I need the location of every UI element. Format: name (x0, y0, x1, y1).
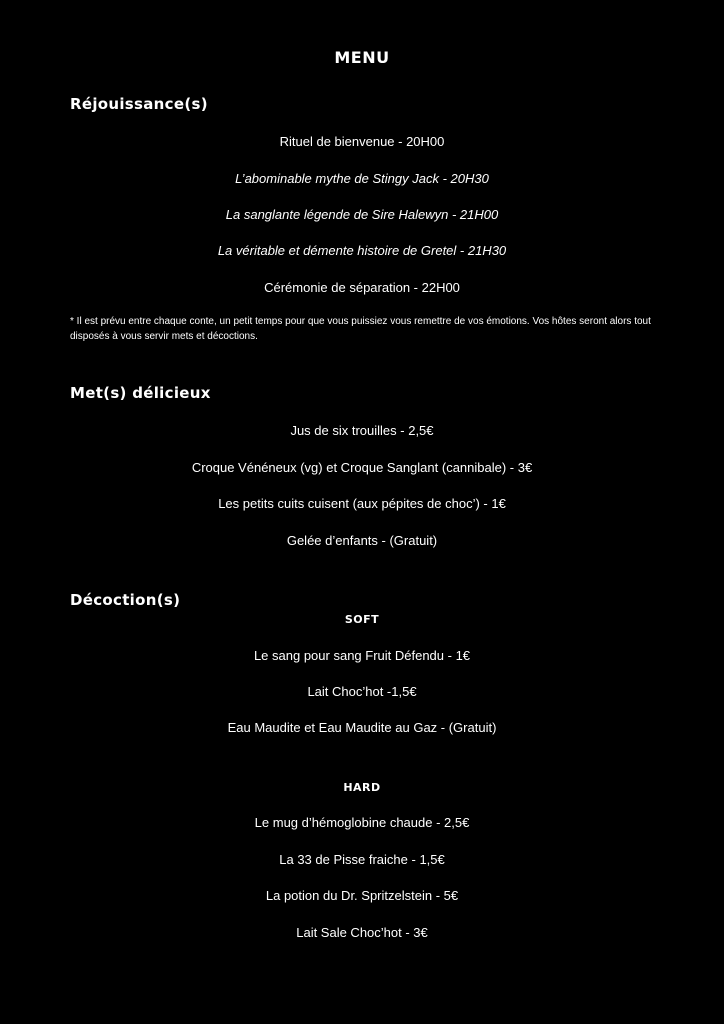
event-item: Rituel de bienvenue - 20H00 (279, 134, 445, 149)
section-heading-decoctions: Décoction(s) (70, 591, 181, 609)
footnote: * Il est prévu entre chaque conte, un petit temps pour que vous puissiez vous remettre de vos émotions. Vos hôtes seront alors tout disposés à vous servir mets et décoctions. (70, 316, 651, 342)
food-item: Jus de six trouilles - 2,5€ (290, 423, 434, 438)
drink-item: Le sang pour sang Fruit Défendu - 1€ (253, 648, 471, 663)
food-item: Gelée d’enfants - (Gratuit) (286, 533, 438, 548)
drink-item: La 33 de Pisse fraiche - 1,5€ (279, 852, 445, 867)
subheading-soft: SOFT (344, 613, 380, 626)
event-item: Cérémonie de séparation - 22H00 (264, 280, 460, 295)
section-heading-rejouissances: Réjouissance(s) (70, 95, 208, 113)
food-item: Croque Vénéneux (vg) et Croque Sanglant (cannibale) - 3€ (191, 460, 533, 475)
drink-item: Lait Sale Choc’hot - 3€ (296, 925, 428, 940)
drink-item: Lait Choc’hot -1,5€ (307, 684, 417, 699)
event-item: La véritable et démente histoire de Gretel - 21H30 (217, 243, 507, 258)
section-heading-mets: Met(s) délicieux (70, 384, 211, 402)
drink-item: Eau Maudite et Eau Maudite au Gaz - (Gratuit) (227, 720, 497, 735)
drink-item: La potion du Dr. Spritzelstein - 5€ (265, 888, 459, 903)
event-item: L’abominable mythe de Stingy Jack - 20H30 (235, 171, 489, 186)
page-title: MENU (334, 48, 390, 67)
subheading-hard: HARD (343, 781, 381, 794)
food-item: Les petits cuits cuisent (aux pépites de choc’) - 1€ (218, 496, 506, 511)
event-item: La sanglante légende de Sire Halewyn - 21H00 (225, 207, 499, 222)
drink-item: Le mug d’hémoglobine chaude - 2,5€ (254, 815, 470, 830)
